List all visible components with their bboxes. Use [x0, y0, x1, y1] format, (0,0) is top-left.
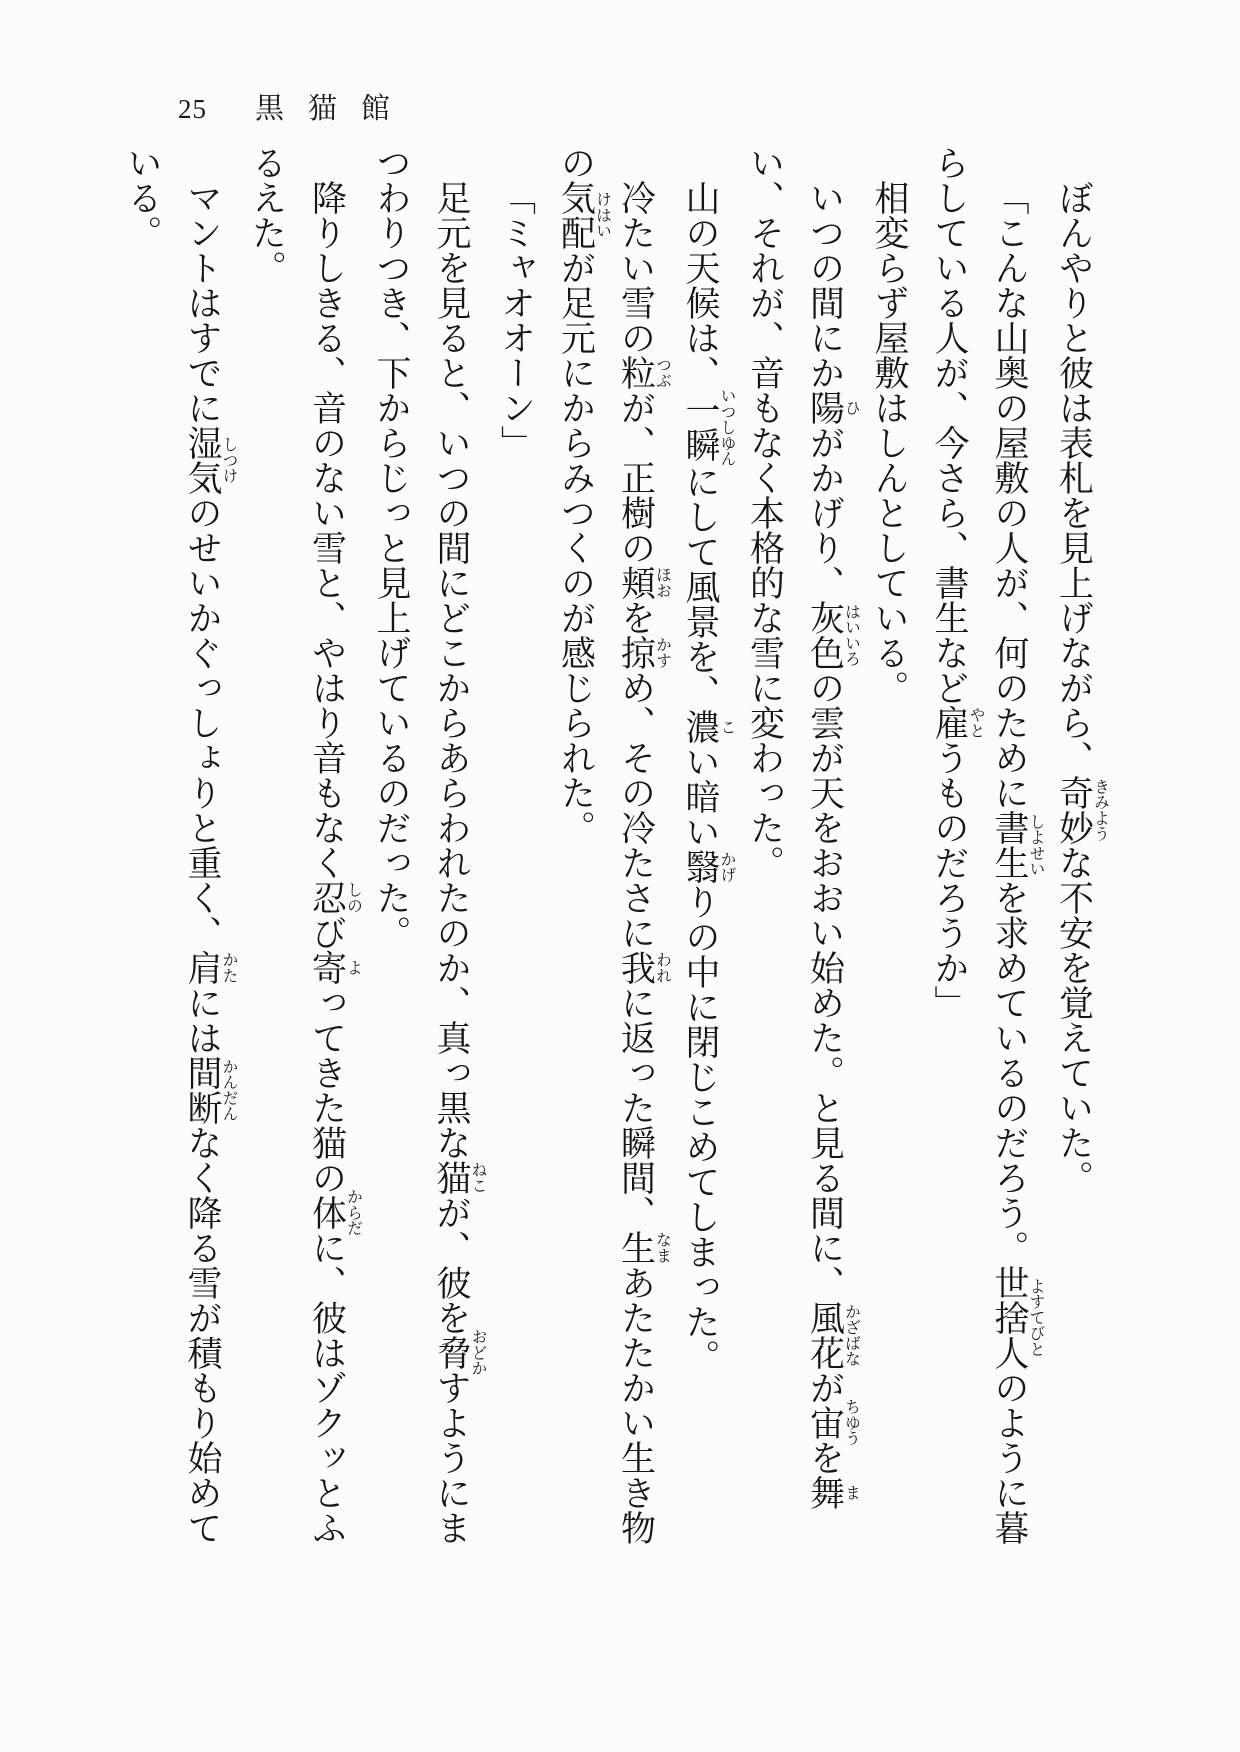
- paragraph: マントはすでに湿気しつけのせいかぐっしょりと重く、肩かたには間断かんだんなく降る雪が積もり始めている。: [123, 145, 237, 1545]
- ruby-annotated-word: 猫ねこ: [432, 1160, 486, 1195]
- ruby-annotated-word: 頬ほお: [616, 565, 671, 600]
- paragraph: 降りしきる、音のない雪と、やはり音もなく忍しのび寄よってきた猫の体からだに、彼はゾクッとふるえた。: [247, 145, 362, 1545]
- ruby-annotated-word: 風花かざばな: [805, 1300, 860, 1370]
- paragraph: 冷たい雪の粒つぶが、正樹の頬ほおを掠かすめ、その冷たさに我われに返った瞬間、生なまあたたかい生き物の気配けはいが足元にからみつくのが感じられた。: [556, 145, 671, 1545]
- ruby-annotated-word: 書生しよせい: [990, 810, 1044, 880]
- running-head: [178, 86, 414, 127]
- ruby-annotated-word: 翳かげ: [681, 849, 735, 885]
- ruby-annotated-word: 陽ひ: [805, 390, 860, 425]
- ruby-annotated-word: 我われ: [616, 950, 671, 985]
- paragraph: 相変らず屋敷はしんとしている。: [870, 180, 909, 705]
- ruby-annotated-word: 肩かた: [183, 950, 237, 985]
- ruby-annotated-word: 体からだ: [307, 1188, 362, 1237]
- ruby-annotated-word: 雇やと: [930, 705, 984, 740]
- paragraph: いつの間にか陽ひがかげり、灰色はいいろの雲が天をおおい始めた。と見る間に、風花かざばなが宙ちゆうを舞まい、それが、音もなく本格的な雪に変わった。: [745, 145, 860, 1510]
- page-number: 25: [178, 94, 207, 124]
- paragraph: ぼんやりと彼は表札を見上げながら、奇妙きみような不安を覚えていた。: [1054, 180, 1109, 1195]
- text-columns: [112, 145, 1108, 1555]
- ruby-annotated-word: 掠かす: [616, 635, 671, 670]
- ruby-annotated-word: 湿気しつけ: [183, 425, 237, 495]
- ruby-annotated-word: 世捨人よすてびと: [990, 1265, 1044, 1370]
- ruby-annotated-word: 舞ま: [805, 1475, 860, 1510]
- paragraph: 「こんな山奥の屋敷の人が、何のために書生しよせいを求めているのだろう。世捨人よすてびとのように暮らしている人が、今さら、書生など雇やとうものだろうか」: [930, 145, 1044, 1545]
- ruby-annotated-word: 一瞬いつしゆん: [681, 387, 735, 467]
- ruby-annotated-word: 宙ちゆう: [805, 1398, 860, 1447]
- ruby-annotated-word: 脅おどか: [432, 1328, 486, 1377]
- paragraph: 「ミャオオーン」: [496, 180, 536, 460]
- ruby-annotated-word: 粒つぶ: [616, 355, 671, 390]
- paragraph: 山の天候は、一瞬いつしゆんにして風景を、濃こい暗い翳かげりの中に閉じこめてしまった。: [681, 180, 735, 1375]
- ruby-annotated-word: 灰色はいいろ: [805, 600, 860, 670]
- book-title: 黒猫館: [255, 93, 415, 125]
- paragraph: 足元を見ると、いつの間にどこからあらわれたのか、真っ黒な猫ねこが、彼を脅おどかすようにまつわりつき、下からじっと見上げているのだった。: [372, 145, 486, 1545]
- ruby-annotated-word: 濃こ: [681, 709, 735, 745]
- ruby-annotated-word: 生なま: [616, 1230, 671, 1265]
- ruby-annotated-word: 気配けはい: [556, 180, 611, 250]
- ruby-annotated-word: 奇妙きみよう: [1054, 775, 1109, 845]
- ruby-annotated-word: 間断かんだん: [183, 1055, 237, 1125]
- ruby-annotated-word: 寄よ: [307, 950, 362, 985]
- ruby-annotated-word: 忍しの: [307, 880, 362, 915]
